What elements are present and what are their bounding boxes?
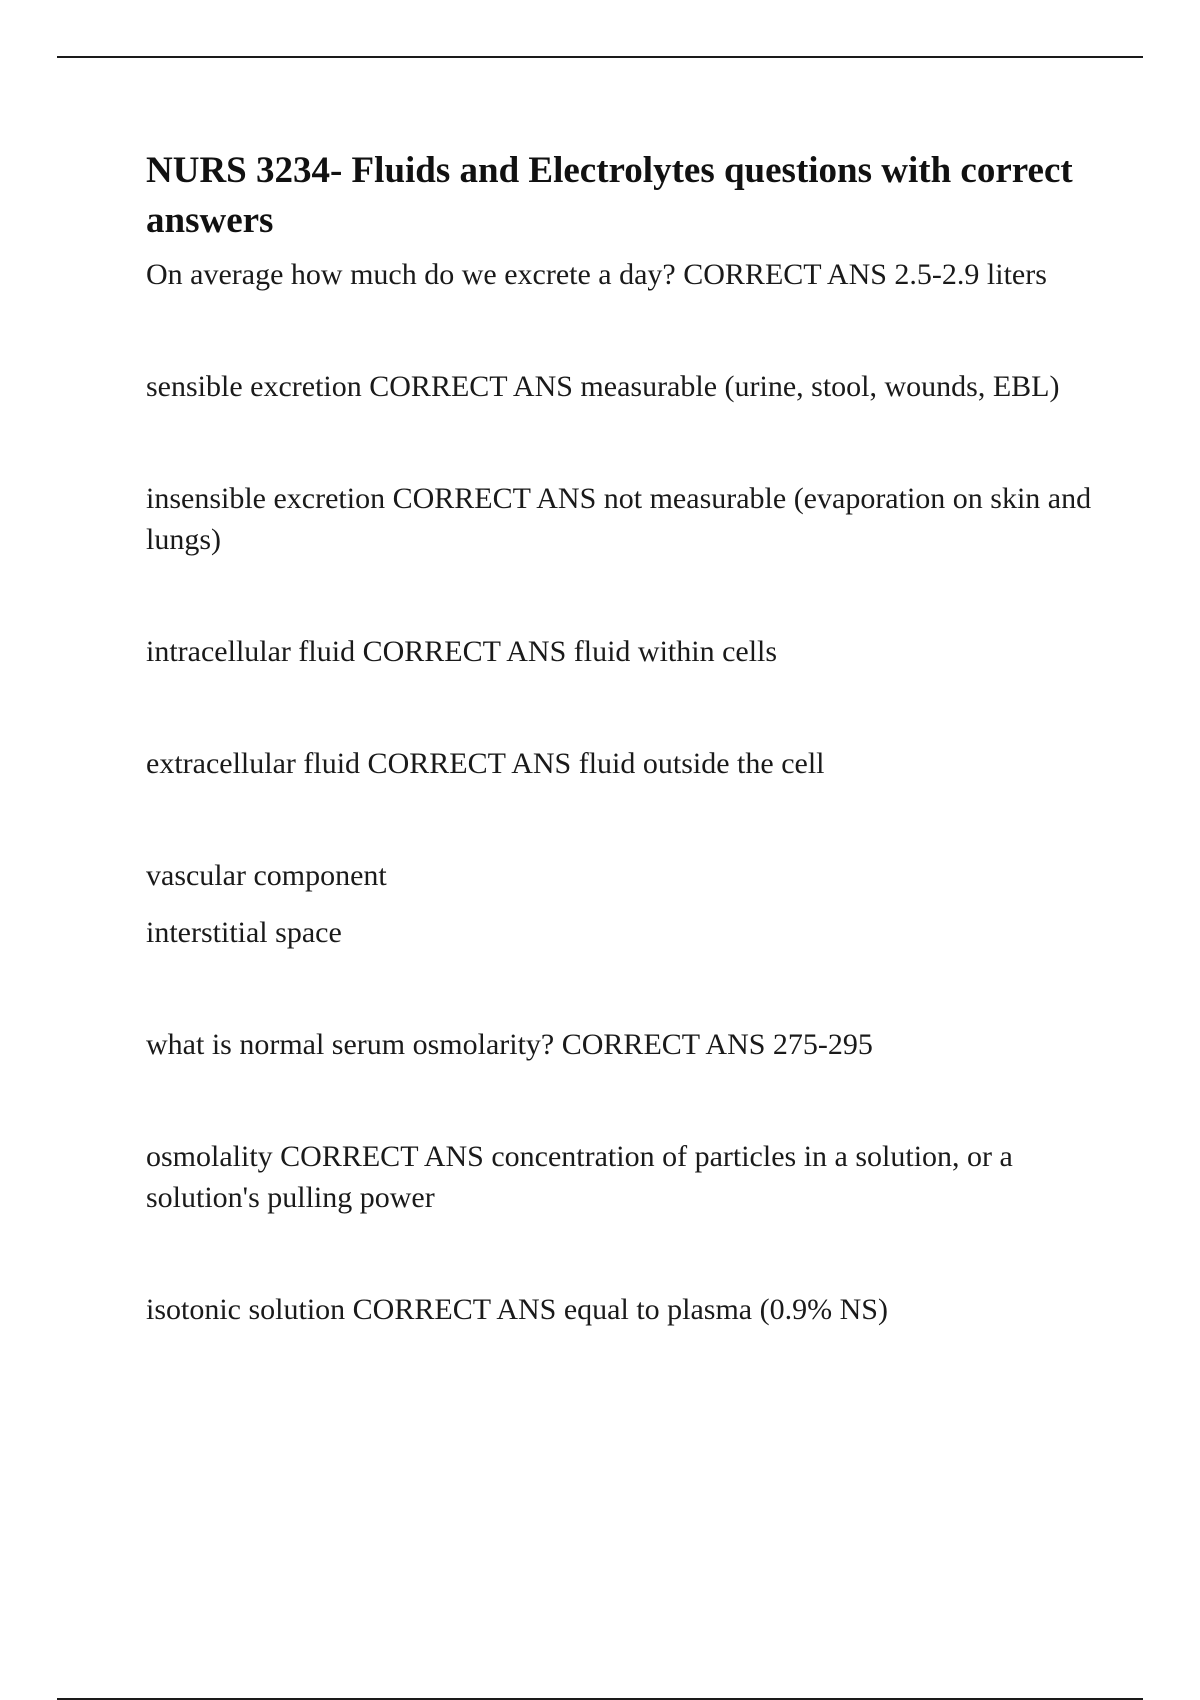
qa-entry-insensible-excretion: insensible excretion CORRECT ANS not measurable (evaporation on skin and lungs)	[146, 482, 1092, 556]
qa-entry-daily-excretion: On average how much do we excrete a day? CORRECT ANS 2.5-2.9 liters	[146, 258, 1047, 291]
top-rule	[57, 56, 1143, 58]
qa-entry-osmolality: osmolality CORRECT ANS concentration of particles in a solution, or a solution's pulling power	[146, 1140, 1013, 1214]
qa-entry-sensible-excretion: sensible excretion CORRECT ANS measurable (urine, stool, wounds, EBL)	[146, 370, 1060, 403]
qa-entry-serum-osmolarity: what is normal serum osmolarity? CORRECT ANS 275-295	[146, 1028, 873, 1061]
qa-entry-isotonic-solution: isotonic solution CORRECT ANS equal to plasma (0.9% NS)	[146, 1293, 888, 1326]
qa-entry-intracellular-fluid: intracellular fluid CORRECT ANS fluid within cells	[146, 635, 778, 668]
qa-entry-vascular-component: vascular component	[146, 859, 387, 892]
document-body	[146, 146, 1096, 1401]
qa-entry-extracellular-fluid: extracellular fluid CORRECT ANS fluid outside the cell	[146, 747, 825, 780]
qa-entry-interstitial-space: interstitial space	[146, 916, 342, 949]
document-title: NURS 3234- Fluids and Electrolytes questions with correct answers	[146, 150, 1073, 241]
